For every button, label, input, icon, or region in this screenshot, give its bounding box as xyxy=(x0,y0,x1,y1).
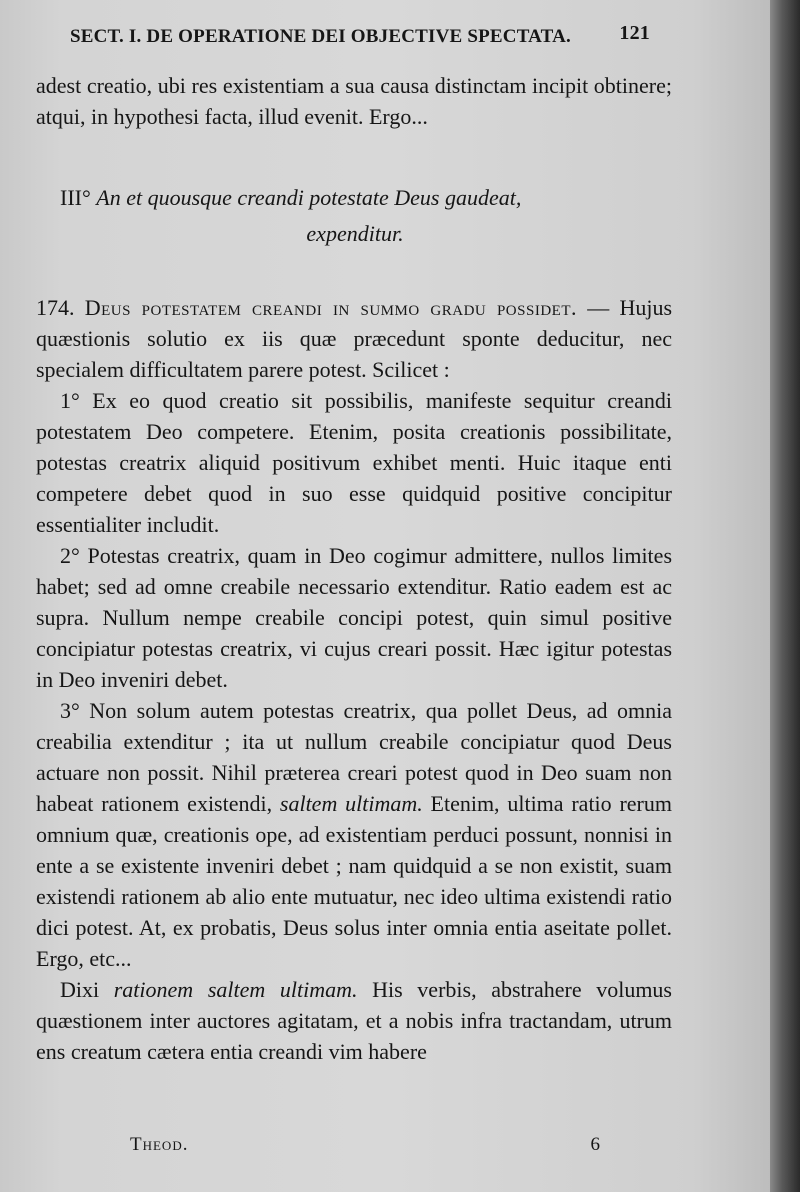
running-title: SECT. I. DE OPERATIONE DEI OBJECTIVE SPECTATA. xyxy=(70,26,572,47)
point-3-italic: saltem ultimam. xyxy=(279,791,423,816)
book-spine-edge xyxy=(770,0,800,1192)
final-paragraph xyxy=(36,974,672,1067)
point-3-text-b: Etenim, ultima ratio rerum omnium quæ, creationis ope, ad existentiam perduci possunt, nonnisi in ente a se existente inveniri debet ; nam quidquid a se non existit, suam existendi rationem ab alio ente mutuatur, nec ideo ultima existendi ratio dici potest. At, ex probatis, Deus solus inter omnia entia aseitate pollet. Ergo, etc... xyxy=(36,791,672,971)
gathering-number: 6 xyxy=(590,1134,600,1155)
section-title-line1: An et quousque creandi potestate Deus gaudeat, xyxy=(96,185,522,210)
final-rest: His verbis, abstrahere volumus quæstionem inter auctores agitatam, et a nobis infra tractandam, utrum ens creatum cætera entia creandi vim habere xyxy=(36,977,672,1064)
intro-text: adest creatio, ubi res existentiam a sua causa distinctam incipit obtinere; atqui, in hypothesi facta, illud evenit. Ergo... xyxy=(36,73,672,129)
page-footer xyxy=(130,1134,600,1162)
signature-mark: Theod. xyxy=(130,1134,189,1155)
running-header xyxy=(70,22,650,52)
final-italic: rationem saltem ultimam. xyxy=(113,977,358,1002)
point-3 xyxy=(36,695,672,974)
main-body xyxy=(36,292,672,1067)
section-numeral: III° xyxy=(60,185,91,210)
article-lead: — Hujus quæstionis solutio ex iis quæ præcedunt sponte deducitur, nec specialem difficultatem parere potest. Scilicet : xyxy=(36,295,673,382)
article-174 xyxy=(36,292,672,385)
section-heading xyxy=(60,180,650,252)
article-heading: Deus potestatem creandi in summo gradu possidet. xyxy=(84,295,577,320)
point-2: 2° Potestas creatrix, quam in Deo cogimur admittere, nullos limites habet; sed ad omne creabile necessario extenditur. Ratio eadem est ac supra. Nullum nempe creabile concipi potest, quin simul positive concipiatur potestas creatrix, vi cujus creari possit. Hæc igitur potestas in Deo inveniri debet. xyxy=(36,543,672,692)
point-3-text-a: 3° Non solum autem potestas creatrix, qua pollet Deus, ad omnia creabilia extenditur ; ita ut nullum creabile concipiatur quod Deus actuare non possit. Nihil præterea creari potest quod in Deo suam non habeat rationem existendi, xyxy=(36,698,672,816)
article-number: 174. xyxy=(36,295,75,320)
page-number: 121 xyxy=(619,22,650,44)
point-1: 1° Ex eo quod creatio sit possibilis, manifeste sequitur creandi potestatem Deo competere. Etenim, posita creationis possibilitate, potestas creatrix aliquid positivum exhibet menti. Huic itaque enti competere debet quod in suo esse quidquid positive concipitur essentialiter includit. xyxy=(36,388,672,537)
intro-paragraph xyxy=(36,70,672,132)
final-lead: Dixi xyxy=(60,977,114,1002)
section-title-line2: expenditur. xyxy=(306,221,404,246)
